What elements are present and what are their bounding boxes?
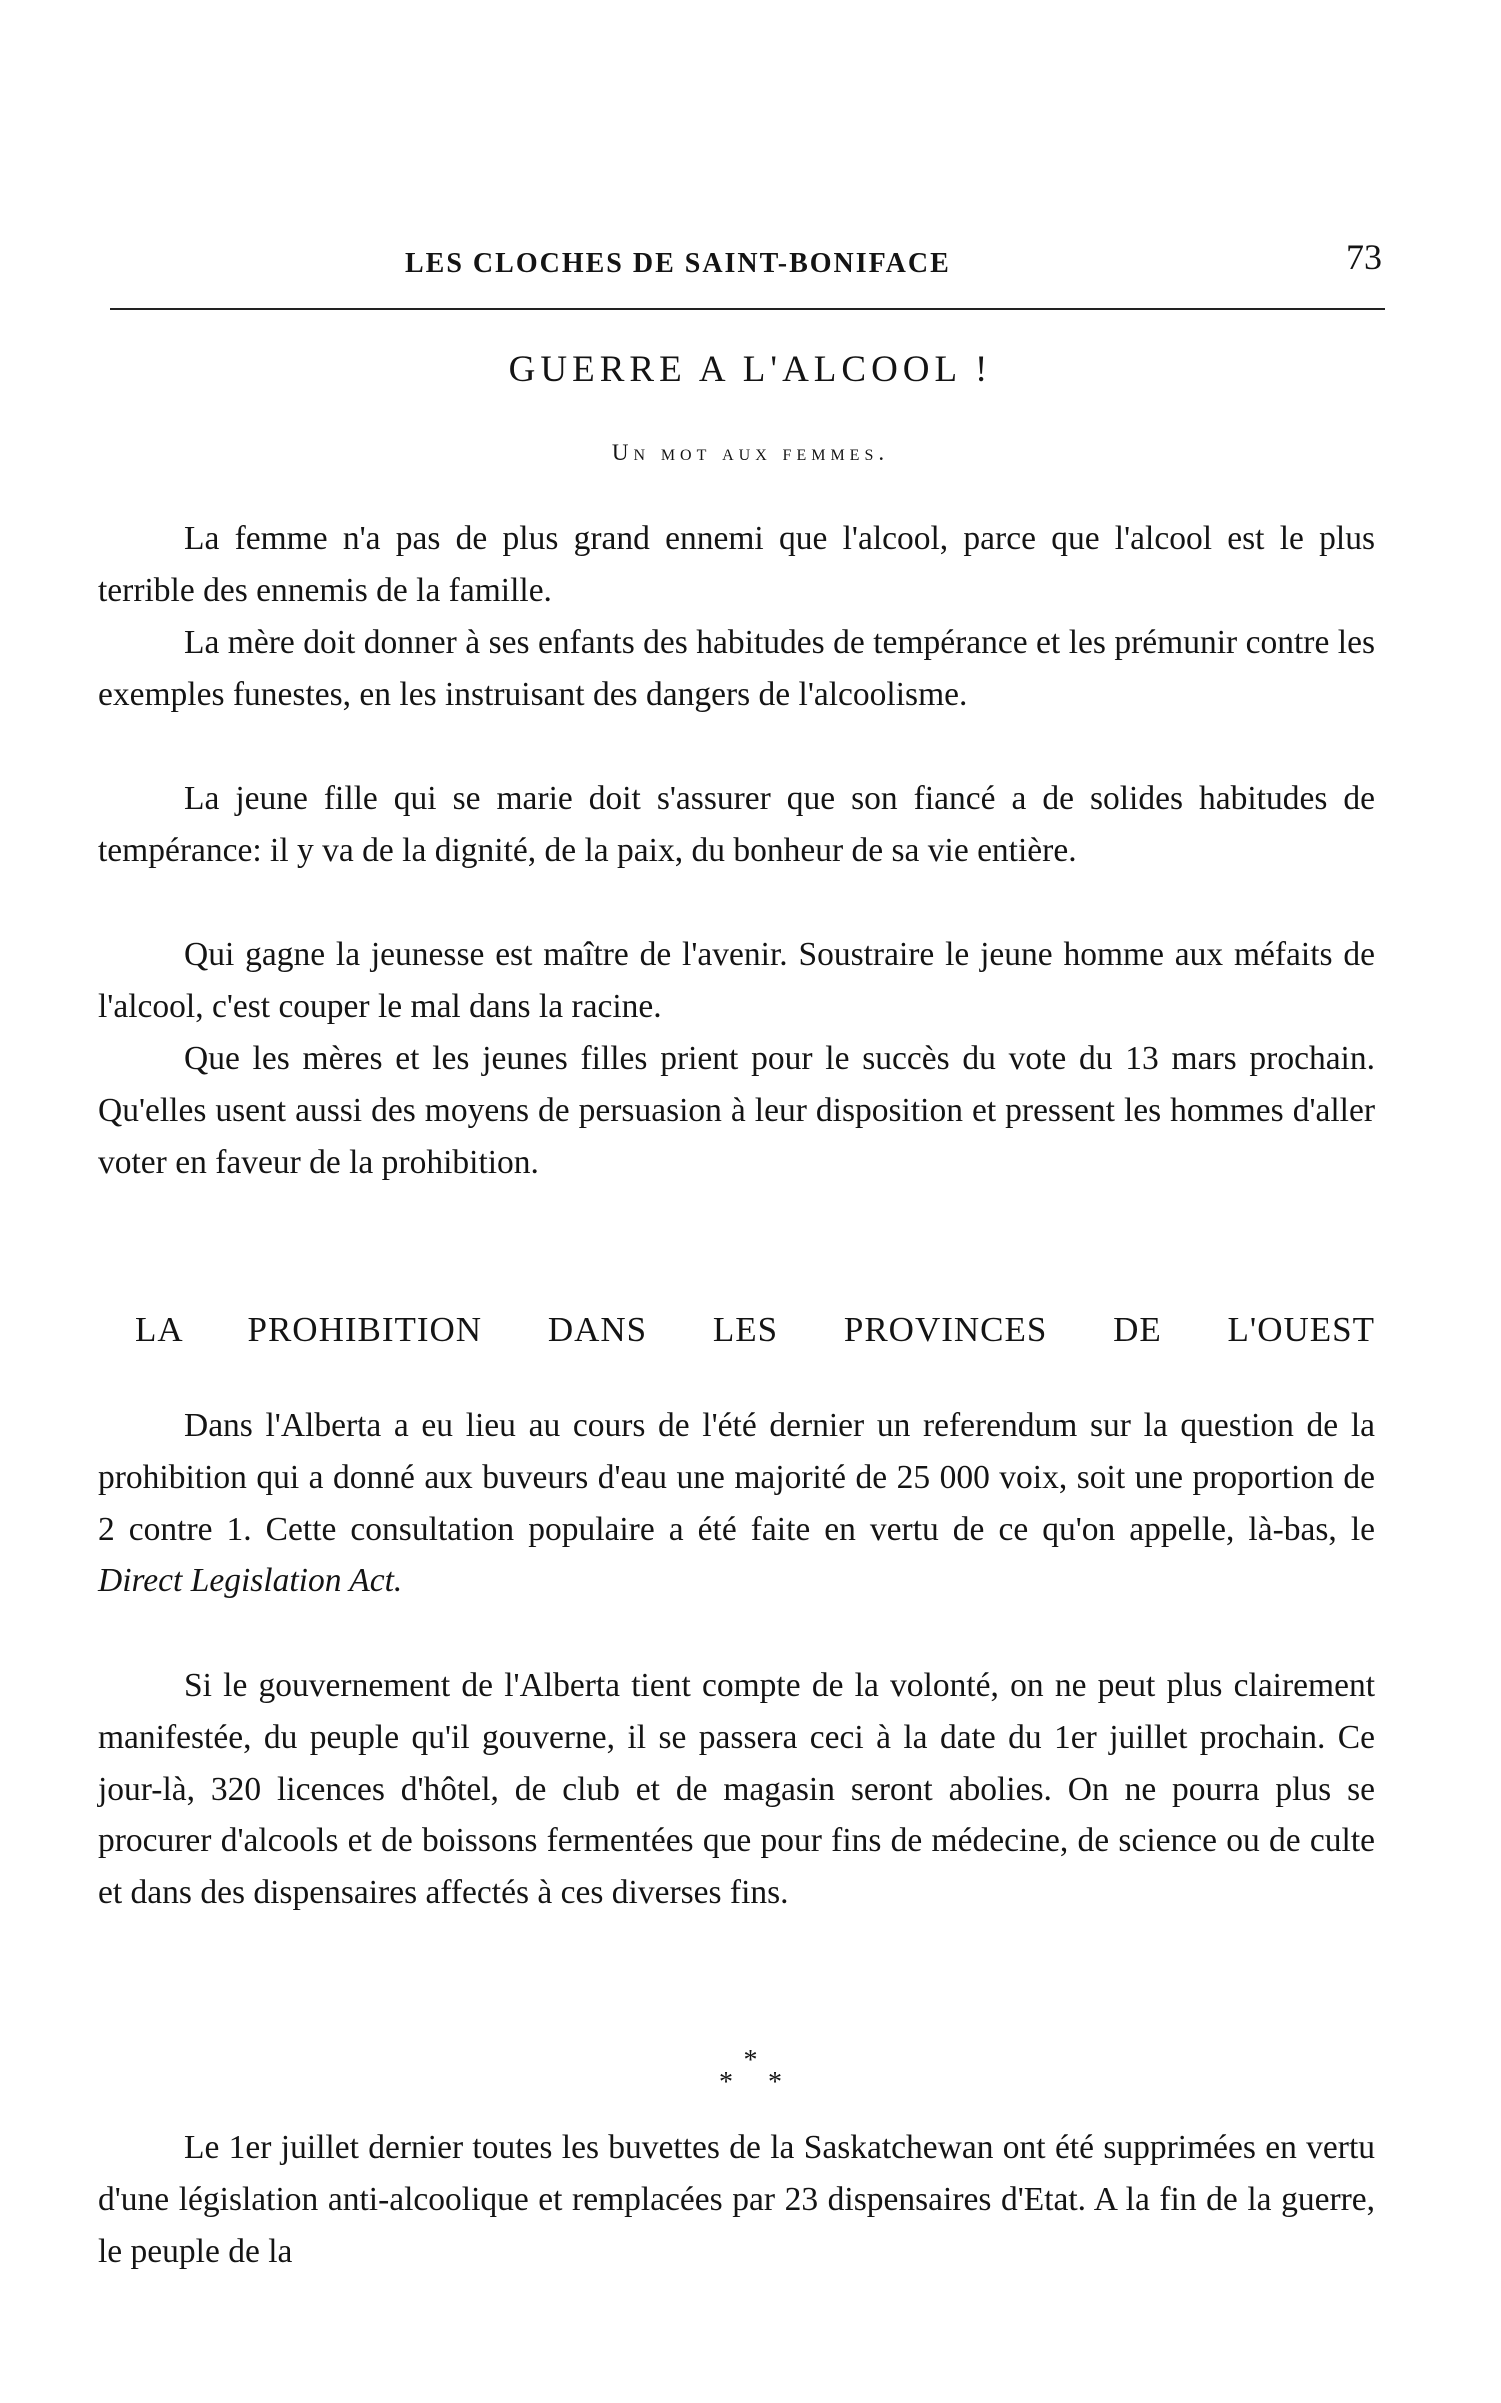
paragraph: La femme n'a pas de plus grand ennemi que l'alcool, parce que l'alcool est le plus terrible des ennemis de la famille. [98, 520, 1375, 609]
paragraph-text: Dans l'Alberta a eu lieu au cours de l'été dernier un referendum sur la question de la prohibition qui a donné aux buveurs d'eau une majorité de 25 000 voix, soit une proportion de 2 contre 1. Cette consultation populaire a été faite en vertu de ce qu'on appelle, là-bas, le [98, 1407, 1375, 1548]
paragraph: La mère doit donner à ses enfants des habitudes de tempérance et les prémunir contre les exemples funestes, en les instruisant des dangers de l'alcoolisme. [98, 624, 1375, 713]
paragraph: La jeune fille qui se marie doit s'assurer que son fiancé a de solides habitudes de tempérance: il y va de la dignité, de la paix, du bonheur de sa vie entière. [98, 780, 1375, 869]
paragraph: Qui gagne la jeunesse est maître de l'avenir. Soustraire le jeune homme aux méfaits de l'alcool, c'est couper le mal dans la racine. [98, 936, 1375, 1025]
asterism [0, 2045, 1501, 2098]
header-rule [110, 308, 1385, 310]
paragraph [98, 1400, 1375, 1607]
article-title: GUERRE A L'ALCOOL ! [508, 349, 993, 390]
asterism-bottom: * * [719, 2067, 796, 2098]
section-title: LA PROHIBITION DANS LES PROVINCES DE L'OUEST [135, 1310, 1375, 1349]
running-head [120, 237, 1382, 288]
paragraph: Si le gouvernement de l'Alberta tient compte de la volonté, on ne peut plus clairement manifestée, du peuple qu'il gouverne, il se passera ceci à la date du 1er juillet prochain. Ce jour-là, 320 licences d'hôtel, de club et de magasin seront abolies. On ne pourra plus se procurer d'alcools et de boissons fermentées que pour fins de médecine, de science ou de culte et dans des dispensaires affectés à ces diverses fins. [98, 1667, 1375, 1912]
act-name: Direct Legislation Act. [98, 1562, 403, 1600]
running-title: LES CLOCHES DE SAINT-BONIFACE [405, 248, 951, 279]
paragraph: Le 1er juillet dernier toutes les buvettes de la Saskatchewan ont été supprimées en vertu d'une législation anti-alcoolique et remplacées par 23 dispensaires d'Etat. A la fin de la guerre, le peuple de la [98, 2129, 1375, 2270]
article-subtitle: Un mot aux femmes. [611, 440, 890, 465]
page-number: 73 [1346, 237, 1382, 277]
asterism-top: * [743, 2045, 758, 2076]
paragraph: Que les mères et les jeunes filles prient pour le succès du vote du 13 mars prochain. Qu'elles usent aussi des moyens de persuasion à leur disposition et pressent les hommes d'aller voter en faveur de la prohibition. [98, 1040, 1375, 1181]
